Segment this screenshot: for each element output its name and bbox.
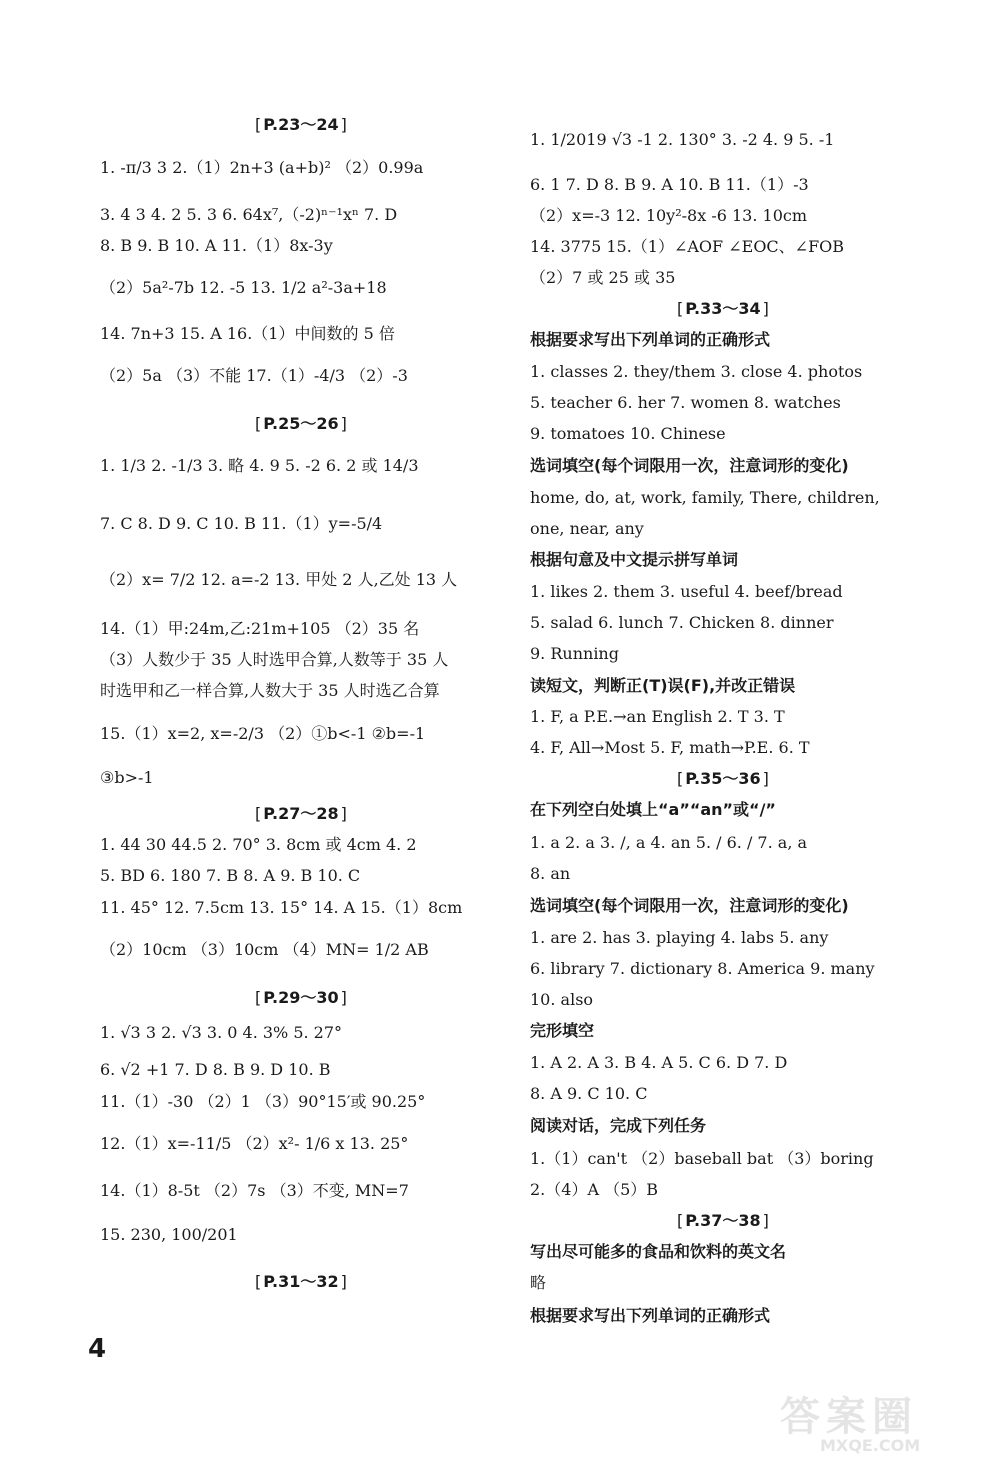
watermark-logo: 答案圈 <box>780 1394 918 1440</box>
answer-line: 1. F, a P.E.→an English 2. T 3. T <box>530 707 785 726</box>
answer-line: 9. tomatoes 10. Chinese <box>530 424 726 443</box>
exercise-title: 写出尽可能多的食品和饮料的英文名 <box>530 1242 787 1261</box>
answer-line: 1. 1/3 2. -1/3 3. 略 4. 9 5. -2 6. 2 或 14/3 <box>100 456 419 475</box>
answer-line: 5. BD 6. 180 7. B 8. A 9. B 10. C <box>100 866 361 885</box>
exercise-title: 阅读对话，完成下列任务 <box>530 1116 707 1135</box>
answer-line: 11.（1）-30 （2）1 （3）90°15′或 90.25° <box>100 1092 426 1111</box>
answer-line: （2）5a （3）不能 17.（1）-4/3 （2）-3 <box>100 366 408 385</box>
answer-line: 5. salad 6. lunch 7. Chicken 8. dinner <box>530 613 834 632</box>
answer-line: 1. -π/3 3 2.（1）2n+3 (a+b)² （2）0.99a <box>100 158 424 177</box>
answer-line: 8. A 9. C 10. C <box>530 1084 648 1103</box>
section-heading-p23-24: [ P.23～24 ] <box>255 115 347 135</box>
answer-line: 1. a 2. a 3. /, a 4. an 5. / 6. / 7. a, a <box>530 833 808 852</box>
section-heading-p27-28: [ P.27～28 ] <box>255 804 347 824</box>
exercise-title: 选词填空(每个词限用一次，注意词形的变化) <box>530 456 849 475</box>
section-heading-p35-36: [ P.35～36 ] <box>677 769 769 789</box>
answer-line: 4. F, All→Most 5. F, math→P.E. 6. T <box>530 738 810 757</box>
answer-line: 14. 3775 15.（1）∠AOF ∠EOC、∠FOB <box>530 237 845 256</box>
exercise-title: 完形填空 <box>530 1021 595 1040</box>
answer-line: 2.（4）A （5）B <box>530 1180 659 1199</box>
answer-line: one, near, any <box>530 519 644 538</box>
answer-line: 10. also <box>530 990 594 1009</box>
answer-line: （2）7 或 25 或 35 <box>530 268 676 287</box>
answer-line: （2）x= 7/2 12. a=-2 13. 甲处 2 人,乙处 13 人 <box>100 570 458 589</box>
answer-line: 1.（1）can't （2）baseball bat （3）boring <box>530 1149 874 1168</box>
exercise-title: 根据句意及中文提示拼写单词 <box>530 550 739 569</box>
answer-line: 9. Running <box>530 644 619 663</box>
answer-line: 14.（1）甲:24m,乙:21m+105 （2）35 名 <box>100 619 420 638</box>
answer-line: 14. 7n+3 15. A 16.（1）中间数的 5 倍 <box>100 324 395 343</box>
answer-line: 1. likes 2. them 3. useful 4. beef/bread <box>530 582 843 601</box>
answer-line: 15.（1）x=2, x=-2/3 （2）①b<-1 ②b=-1 <box>100 724 426 743</box>
answer-line: 6. 1 7. D 8. B 9. A 10. B 11.（1）-3 <box>530 175 809 194</box>
section-heading-p29-30: [ P.29～30 ] <box>255 988 347 1008</box>
answer-line: 5. teacher 6. her 7. women 8. watches <box>530 393 841 412</box>
answer-line: （2）5a²-7b 12. -5 13. 1/2 a²-3a+18 <box>100 278 387 297</box>
page-number: 4 <box>88 1334 107 1364</box>
answer-line: 1. √3 3 2. √3 3. 0 4. 3% 5. 27° <box>100 1023 343 1042</box>
section-heading-p37-38: [ P.37～38 ] <box>677 1211 769 1231</box>
answer-line: （3）人数少于 35 人时选甲合算,人数等于 35 人 <box>100 650 449 669</box>
answer-line: 8. an <box>530 864 571 883</box>
section-heading-p33-34: [ P.33～34 ] <box>677 299 769 319</box>
watermark-url: MXQE.COM <box>820 1436 921 1455</box>
exercise-title: 读短文，判断正(T)误(F),并改正错误 <box>530 676 796 695</box>
exercise-title: 根据要求写出下列单词的正确形式 <box>530 1306 771 1325</box>
answer-line: 1. 44 30 44.5 2. 70° 3. 8cm 或 4cm 4. 2 <box>100 835 417 854</box>
answer-line: 1. classes 2. they/them 3. close 4. photos <box>530 362 863 381</box>
answer-line: 15. 230, 100/201 <box>100 1225 238 1244</box>
exercise-title: 在下列空白处填上“a”“an”或“/” <box>530 800 776 819</box>
section-heading-p25-26: [ P.25～26 ] <box>255 414 347 434</box>
answer-line: 1. are 2. has 3. playing 4. labs 5. any <box>530 928 829 947</box>
answer-line: 3. 4 3 4. 2 5. 3 6. 64x⁷,（-2)ⁿ⁻¹xⁿ 7. D <box>100 205 398 224</box>
answer-line: 略 <box>530 1273 547 1292</box>
answer-line: 12.（1）x=-11/5 （2）x²- 1/6 x 13. 25° <box>100 1134 409 1153</box>
answer-line: 1. A 2. A 3. B 4. A 5. C 6. D 7. D <box>530 1053 788 1072</box>
answer-line: 11. 45° 12. 7.5cm 13. 15° 14. A 15.（1）8cm <box>100 898 463 917</box>
answer-line: （2）10cm （3）10cm （4）MN= 1/2 AB <box>100 940 429 959</box>
answer-line: 1. 1/2019 √3 -1 2. 130° 3. -2 4. 9 5. -1 <box>530 130 835 149</box>
section-heading-p31-32: [ P.31～32 ] <box>255 1272 347 1292</box>
exercise-title: 选词填空(每个词限用一次，注意词形的变化) <box>530 896 849 915</box>
answer-line: 8. B 9. B 10. A 11.（1）8x-3y <box>100 236 333 255</box>
answer-line: （2）x=-3 12. 10y²-8x -6 13. 10cm <box>530 206 808 225</box>
answer-line: 时选甲和乙一样合算,人数大于 35 人时选乙合算 <box>100 681 440 700</box>
answer-line: home, do, at, work, family, There, children, <box>530 488 880 507</box>
answer-line: 14.（1）8-5t （2）7s （3）不变, MN=7 <box>100 1181 409 1200</box>
exercise-title: 根据要求写出下列单词的正确形式 <box>530 330 771 349</box>
answer-line: 6. library 7. dictionary 8. America 9. many <box>530 959 875 978</box>
answer-line: 7. C 8. D 9. C 10. B 11.（1）y=-5/4 <box>100 514 383 533</box>
answer-line: ③b>-1 <box>100 768 154 787</box>
answer-line: 6. √2 +1 7. D 8. B 9. D 10. B <box>100 1060 331 1079</box>
